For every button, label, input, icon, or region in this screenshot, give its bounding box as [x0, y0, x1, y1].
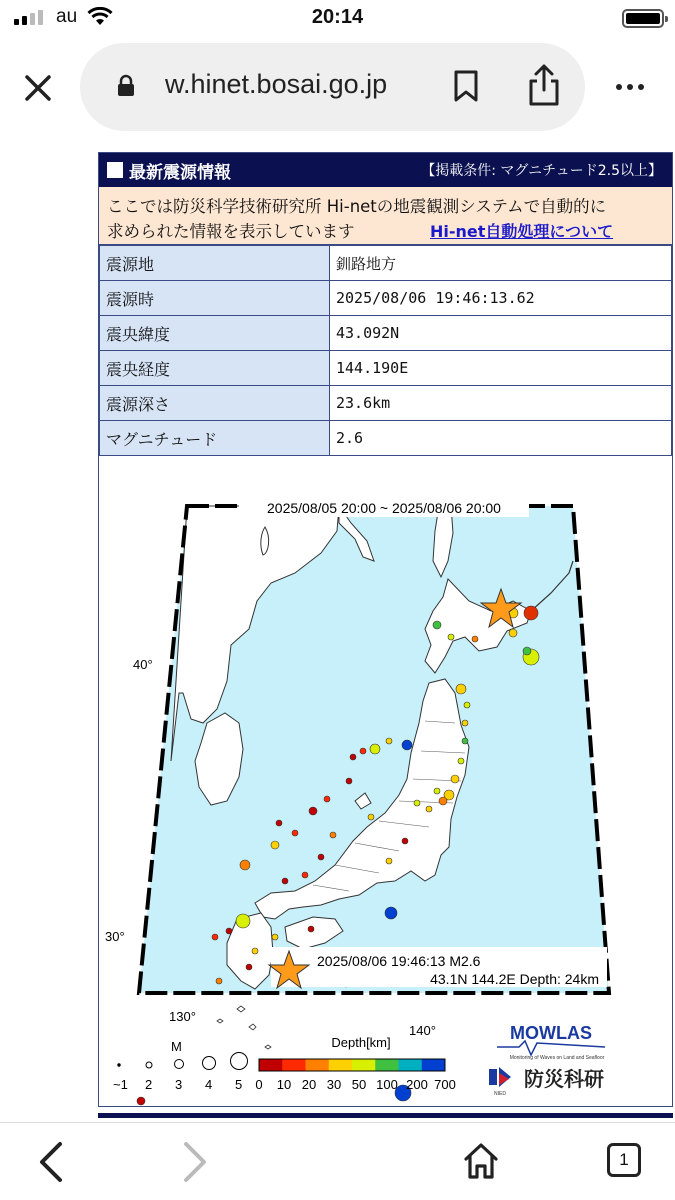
lat-label-40: 40°: [133, 657, 153, 672]
nied-logo-text: 防災科研: [524, 1069, 604, 1091]
depth-label: 20: [301, 1077, 317, 1092]
notice-box: [99, 187, 672, 245]
clock: 20:14: [311, 6, 364, 28]
lon-label-140: 140°: [409, 1023, 436, 1038]
depth-color-swatch: [282, 1059, 306, 1071]
browser-toolbar: [0, 38, 675, 138]
display-condition: 【掲載条件: マグニチュード2.5以上】: [421, 163, 662, 179]
table-row: [100, 421, 672, 456]
lat-label-30: 30°: [105, 929, 125, 944]
square-icon: [107, 162, 123, 178]
row-label: 震源地: [100, 246, 330, 281]
mag-label: 4: [205, 1077, 213, 1092]
mag-legend: [118, 1053, 248, 1070]
row-label: 震源深さ: [100, 386, 330, 421]
table-row: [100, 386, 672, 421]
depth-colorbar: [259, 1059, 446, 1071]
row-label: 震央経度: [100, 351, 330, 386]
depth-label: 200: [406, 1077, 428, 1092]
depth-label: 10: [276, 1077, 292, 1092]
lon-label-130: 130°: [169, 1009, 196, 1024]
wave-icon: [497, 1041, 605, 1055]
depth-color-swatch: [399, 1059, 423, 1071]
mag-label: 2: [145, 1077, 153, 1092]
row-value: 23.6km: [330, 386, 672, 421]
event-caption-line-2: 43.1N 144.2E Depth: 24km: [430, 971, 599, 987]
mag-label: ~1: [113, 1077, 128, 1092]
mag-legend-title: M: [171, 1039, 182, 1054]
tab-count: 1: [619, 1150, 629, 1169]
panel-title: 最新震源情報: [129, 162, 231, 183]
nied-small-label: NIED: [494, 1091, 506, 1097]
depth-label: 700: [434, 1077, 456, 1092]
depth-label: 50: [351, 1077, 367, 1092]
mowlas-logo: MOWLAS: [510, 1023, 592, 1043]
depth-color-swatch: [306, 1059, 330, 1071]
depth-color-swatch: [422, 1059, 446, 1071]
table-row: [100, 316, 672, 351]
notice-line-2: 求められた情報を表示しています: [107, 222, 355, 241]
back-icon[interactable]: [36, 1141, 66, 1183]
carrier-label: au: [56, 6, 78, 27]
home-icon[interactable]: [462, 1141, 500, 1181]
depth-color-swatch: [375, 1059, 399, 1071]
row-value: 2.6: [330, 421, 672, 456]
row-value: 144.190E: [330, 351, 672, 386]
map-period: 2025/08/05 20:00 ~ 2025/08/06 20:00: [267, 500, 501, 516]
depth-label: 100: [376, 1077, 398, 1092]
page-bottom-rule: [98, 1113, 673, 1118]
table-row: [100, 281, 672, 316]
panel-header: [99, 153, 672, 187]
browser-bottom-bar: [0, 1122, 675, 1200]
quake-info-panel: [98, 152, 673, 1107]
close-icon[interactable]: [20, 70, 56, 106]
lock-icon: [116, 74, 136, 98]
battery-icon: [622, 9, 664, 28]
bookmark-icon[interactable]: [452, 69, 480, 103]
seismicity-map: [99, 461, 672, 1106]
notice-line-1: ここでは防災科学技術研究所 Hi-netの地震観測システムで自動的に: [107, 197, 607, 216]
depth-color-swatch: [352, 1059, 376, 1071]
hinet-auto-processing-link[interactable]: Hi-net自動処理について: [430, 222, 614, 241]
table-row: [100, 246, 672, 281]
url-text[interactable]: w.hinet.bosai.go.jp: [165, 69, 388, 99]
mag-label: 3: [175, 1077, 183, 1092]
share-icon[interactable]: [526, 62, 562, 108]
table-row: [100, 351, 672, 386]
row-value: 43.092N: [330, 316, 672, 351]
event-caption-line-1: 2025/08/06 19:46:13 M2.6: [317, 953, 481, 969]
forward-icon[interactable]: [180, 1141, 210, 1183]
row-label: 震源時: [100, 281, 330, 316]
mag-label: 5: [235, 1077, 243, 1092]
row-label: マグニチュード: [100, 421, 330, 456]
status-bar: [0, 0, 675, 38]
depth-color-swatch: [329, 1059, 353, 1071]
row-value: 釧路地方: [330, 246, 672, 281]
row-label: 震央緯度: [100, 316, 330, 351]
depth-legend-title: Depth[km]: [331, 1035, 391, 1050]
row-value: 2025/08/06 19:46:13.62: [330, 281, 672, 316]
tabs-button[interactable]: [607, 1143, 641, 1177]
depth-label: 30: [326, 1077, 342, 1092]
depth-label: 0: [255, 1077, 263, 1092]
depth-color-swatch: [259, 1059, 283, 1071]
mowlas-subtitle: Monitoring of Waves on Land and Seafloor: [509, 1055, 605, 1061]
more-icon[interactable]: [616, 84, 644, 90]
quake-info-table: [99, 245, 672, 456]
